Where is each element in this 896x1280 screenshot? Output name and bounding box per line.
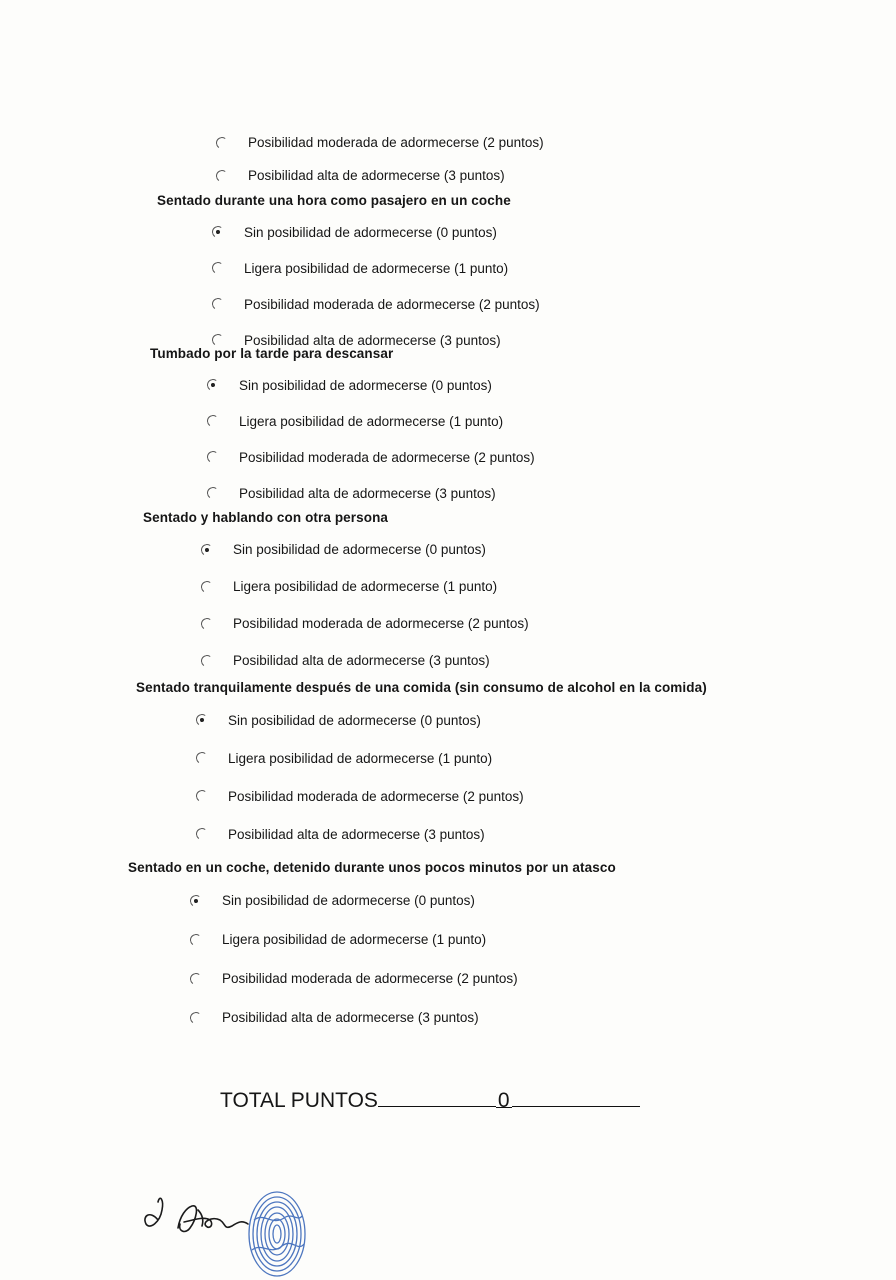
blank-line — [512, 1088, 640, 1107]
option-label: Posibilidad moderada de adormecerse (2 puntos) — [233, 616, 529, 631]
radio-icon[interactable] — [215, 169, 229, 183]
radio-icon[interactable] — [206, 450, 220, 464]
option-high[interactable] — [216, 159, 544, 192]
question-heading: Sentado tranquilamente después de una comida (sin consumo de alcohol en la comida) — [136, 680, 707, 695]
option-moderate[interactable] — [190, 959, 616, 998]
option-label: Sin posibilidad de adormecerse (0 puntos) — [228, 712, 481, 728]
option-moderate[interactable] — [216, 126, 544, 159]
fingerprint-icon — [249, 1192, 305, 1276]
option-moderate[interactable] — [207, 439, 535, 475]
option-moderate[interactable] — [201, 605, 529, 642]
radio-icon[interactable] — [189, 972, 203, 986]
previous-question-options — [216, 126, 544, 192]
blank-line — [378, 1088, 496, 1107]
radio-icon[interactable] — [200, 580, 214, 594]
radio-icon[interactable] — [195, 751, 209, 765]
total-value: 0 — [497, 1089, 510, 1112]
option-none[interactable] — [201, 531, 529, 568]
radio-icon[interactable] — [206, 414, 220, 428]
radio-checked-icon[interactable] — [195, 713, 209, 727]
radio-icon[interactable] — [206, 486, 220, 500]
option-label: Posibilidad alta de adormecerse (3 puntos) — [248, 168, 505, 183]
option-label: Posibilidad alta de adormecerse (3 puntos) — [244, 332, 501, 348]
question-section — [150, 346, 535, 511]
question-section — [143, 510, 529, 679]
option-label: Posibilidad moderada de adormecerse (2 puntos) — [239, 449, 535, 465]
option-slight[interactable] — [196, 739, 707, 777]
option-high[interactable] — [201, 642, 529, 679]
option-label: Ligera posibilidad de adormecerse (1 punto) — [244, 260, 509, 276]
option-label: Sin posibilidad de adormecerse (0 puntos) — [233, 542, 486, 557]
option-label: Posibilidad moderada de adormecerse (2 puntos) — [244, 296, 540, 312]
radio-checked-icon[interactable] — [189, 894, 203, 908]
option-moderate[interactable] — [212, 286, 540, 322]
total-score — [220, 1088, 640, 1113]
option-slight[interactable] — [201, 568, 529, 605]
radio-icon[interactable] — [195, 789, 209, 803]
option-high[interactable] — [207, 475, 535, 511]
option-label: Sin posibilidad de adormecerse (0 puntos) — [244, 224, 497, 240]
signature-fingerprint — [140, 1180, 320, 1278]
option-label: Posibilidad alta de adormecerse (3 puntos) — [239, 485, 496, 501]
question-section — [157, 193, 540, 358]
option-slight[interactable] — [212, 250, 540, 286]
option-label: Ligera posibilidad de adormecerse (1 punto) — [233, 579, 498, 594]
question-heading: Sentado y hablando con otra persona — [143, 510, 389, 525]
option-high[interactable] — [196, 815, 707, 853]
radio-icon[interactable] — [211, 297, 225, 311]
option-label: Posibilidad moderada de adormecerse (2 puntos) — [222, 971, 518, 986]
radio-checked-icon[interactable] — [206, 378, 220, 392]
option-none[interactable] — [190, 881, 616, 920]
question-section — [128, 860, 616, 1037]
option-none[interactable] — [196, 701, 707, 739]
option-label: Posibilidad alta de adormecerse (3 puntos) — [222, 1010, 479, 1025]
question-heading: Sentado en un coche, detenido durante unos pocos minutos por un atasco — [128, 860, 616, 875]
radio-icon[interactable] — [215, 136, 229, 150]
option-none[interactable] — [207, 367, 535, 403]
option-label: Posibilidad alta de adormecerse (3 puntos) — [233, 653, 490, 668]
radio-icon[interactable] — [200, 617, 214, 631]
signature-icon — [145, 1198, 248, 1231]
option-label: Posibilidad moderada de adormecerse (2 puntos) — [248, 135, 544, 150]
radio-icon[interactable] — [189, 1011, 203, 1025]
option-label: Ligera posibilidad de adormecerse (1 punto) — [239, 413, 504, 429]
option-slight[interactable] — [207, 403, 535, 439]
option-label: Ligera posibilidad de adormecerse (1 punto) — [228, 750, 493, 766]
radio-icon[interactable] — [200, 654, 214, 668]
question-heading: Tumbado por la tarde para descansar — [150, 346, 394, 361]
option-slight[interactable] — [190, 920, 616, 959]
radio-icon[interactable] — [195, 827, 209, 841]
option-label: Posibilidad alta de adormecerse (3 puntos) — [228, 826, 485, 842]
option-label: Ligera posibilidad de adormecerse (1 punto) — [222, 932, 487, 947]
option-label: Sin posibilidad de adormecerse (0 puntos) — [239, 377, 492, 393]
radio-icon[interactable] — [211, 261, 225, 275]
radio-icon[interactable] — [189, 933, 203, 947]
total-label: TOTAL PUNTOS — [220, 1089, 378, 1112]
option-moderate[interactable] — [196, 777, 707, 815]
option-label: Posibilidad moderada de adormecerse (2 puntos) — [228, 788, 524, 804]
radio-checked-icon[interactable] — [200, 543, 214, 557]
question-heading: Sentado durante una hora como pasajero en un coche — [157, 193, 511, 208]
option-label: Sin posibilidad de adormecerse (0 puntos) — [222, 893, 475, 908]
option-none[interactable] — [212, 214, 540, 250]
question-section — [136, 680, 707, 853]
option-high[interactable] — [190, 998, 616, 1037]
radio-icon[interactable] — [211, 333, 225, 347]
radio-checked-icon[interactable] — [211, 225, 225, 239]
